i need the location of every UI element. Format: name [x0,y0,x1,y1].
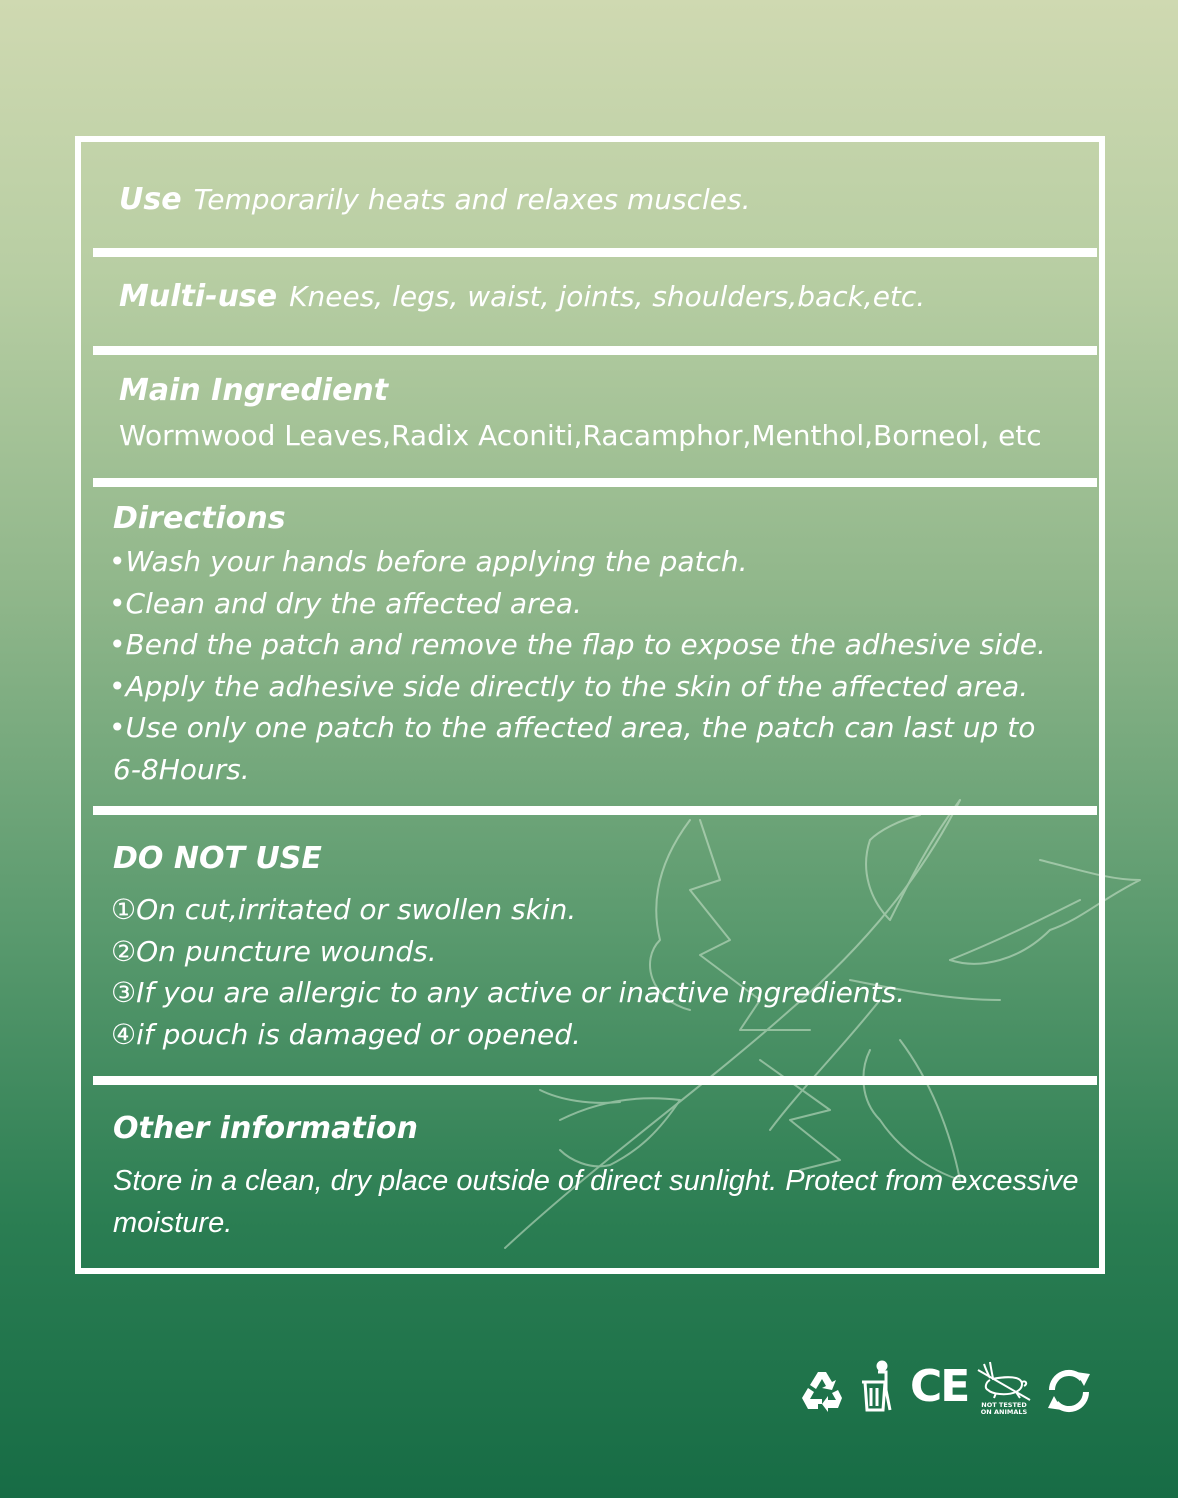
info-frame [75,136,1105,1274]
direction-line: •Use only one patch to the affected area, the patch can last up to [109,711,1036,744]
directions-label: Directions [113,501,286,536]
multi-use-text: Knees, legs, waist, joints, shoulders,back,etc. [289,280,926,313]
do-not-use-item: ①On cut,irritated or swollen skin. [111,893,577,926]
rabbit-icon [976,1360,1032,1402]
do-not-use-item: ②On puncture wounds. [111,935,437,968]
ce-mark-icon: CE [910,1361,969,1412]
other-information-section [93,1076,1097,1262]
refresh-cycle-icon [1044,1366,1094,1416]
do-not-use-item: ④if pouch is damaged or opened. [111,1018,581,1051]
recycle-icon [798,1368,846,1416]
multi-use-label: Multi-use [119,279,278,314]
main-ingredient-text: Wormwood Leaves,Radix Aconiti,Racamphor,Menthol,Borneol, etc [119,419,1042,452]
directions-section [93,478,1097,806]
direction-line: •Apply the adhesive side directly to the skin of the affected area. [109,670,1029,703]
direction-line: •Clean and dry the affected area. [109,587,582,620]
other-information-line: Store in a clean, dry place outside of direct sunlight. Protect from excessive [113,1165,1079,1197]
use-text: Temporarily heats and relaxes muscles. [193,183,751,216]
multi-use-section [93,248,1097,346]
use-section [93,148,1097,248]
other-information-label: Other information [113,1111,418,1146]
do-not-use-label: DO NOT USE [113,841,322,876]
main-ingredient-label: Main Ingredient [119,373,389,408]
main-ingredient-section [93,346,1097,478]
not-tested-on-animals-icon [976,1360,1032,1418]
do-not-use-item: ③If you are allergic to any active or inactive ingredients. [111,976,906,1009]
direction-line: •Bend the patch and remove the flap to expose the adhesive side. [109,628,1046,661]
do-not-use-section [93,806,1097,1076]
not-tested-line1: NOT TESTED [981,1401,1027,1409]
not-tested-line2: ON ANIMALS [980,1408,1028,1416]
direction-line: •Wash your hands before applying the patch. [109,545,748,578]
direction-line: 6-8Hours. [113,753,250,786]
certification-icons [798,1360,1098,1420]
use-label: Use [119,182,182,217]
trash-bin-icon [856,1360,896,1416]
other-information-line: moisture. [113,1207,233,1239]
